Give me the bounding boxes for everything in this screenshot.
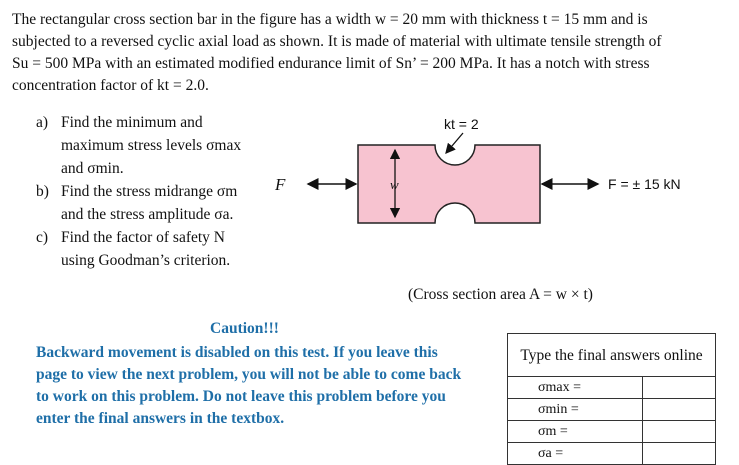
left-force-label: F	[275, 175, 286, 194]
answer-label-sigma-a: σa =	[508, 443, 643, 465]
intro-line: subjected to a reversed cyclic axial load as shown. It is made of material with ultimate tensile strength of	[12, 33, 662, 50]
caution-line: Backward movement is disabled on this test. If you leave this	[36, 344, 438, 361]
caution-line: enter the final answers in the textbox.	[36, 410, 285, 427]
answer-input-sigma-max[interactable]	[643, 377, 716, 399]
question-a-line: maximum stress levels σmax	[61, 137, 242, 154]
question-c-label: c)	[36, 229, 49, 246]
question-b-line: and the stress amplitude σa.	[61, 206, 234, 223]
intro-line: concentration factor of kt = 2.0.	[12, 77, 209, 94]
answer-input-sigma-m[interactable]	[643, 421, 716, 443]
table-row	[508, 377, 716, 399]
notched-bar	[358, 145, 540, 223]
table-row	[508, 443, 716, 465]
answer-label-sigma-max: σmax =	[508, 377, 643, 399]
intro-line: The rectangular cross section bar in the figure has a width w = 20 mm with thickness t = 15 mm and is	[12, 11, 648, 28]
table-row	[508, 421, 716, 443]
intro-line: Su = 500 MPa with an estimated modified endurance limit of Sn’ = 200 MPa. It has a notch with stress	[12, 55, 650, 72]
answer-input-sigma-min[interactable]	[643, 399, 716, 421]
answer-input-sigma-a[interactable]	[643, 443, 716, 465]
question-a-label: a)	[36, 114, 49, 131]
table-row	[508, 399, 716, 421]
question-c-line: Find the factor of safety N	[61, 229, 225, 246]
answer-table-header: Type the final answers online	[508, 334, 716, 377]
question-b-line: Find the stress midrange σm	[61, 183, 238, 200]
caution-message	[36, 342, 461, 430]
question-a-line: Find the minimum and	[61, 114, 203, 131]
notched-bar-figure	[260, 105, 720, 235]
answer-label-sigma-m: σm =	[508, 421, 643, 443]
width-label: w	[390, 177, 399, 192]
right-force-label: F = ± 15 kN	[608, 176, 681, 192]
answer-label-sigma-min: σmin =	[508, 399, 643, 421]
kt-label: kt = 2	[444, 116, 479, 132]
caution-line: to work on this problem. Do not leave this problem before you	[36, 388, 446, 405]
area-note: (Cross section area A = w × t)	[408, 286, 593, 303]
caution-title: Caution!!!	[210, 320, 279, 337]
question-b-label: b)	[36, 183, 49, 200]
problem-intro	[12, 9, 727, 97]
question-c-line: using Goodman’s criterion.	[61, 252, 231, 269]
question-a-line: and σmin.	[61, 160, 124, 177]
answer-table	[507, 333, 716, 465]
kt-arrow	[446, 133, 463, 153]
caution-line: page to view the next problem, you will not be able to come back	[36, 366, 462, 383]
